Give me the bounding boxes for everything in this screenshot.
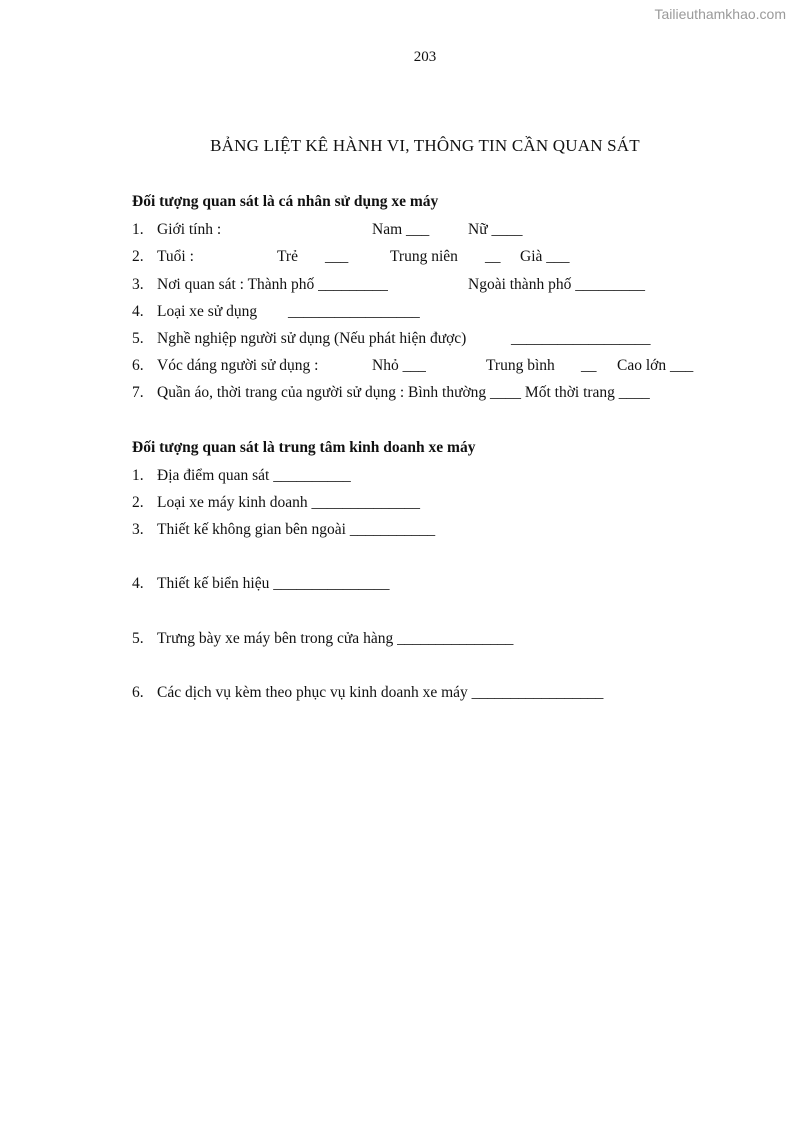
item-label: Nơi quan sát : Thành phố _________ [157, 276, 388, 293]
item-number: 4. [132, 303, 144, 320]
item-blank: _________________ [288, 303, 420, 320]
option-small: Nhỏ ___ [372, 357, 426, 374]
option-old: Già ___ [520, 248, 570, 265]
item-label: Địa điểm quan sát __________ [157, 467, 351, 484]
option-young-blank: ___ [325, 248, 349, 265]
option-outside-city: Ngoài thành phố _________ [468, 276, 645, 293]
option-male: Nam ___ [372, 221, 430, 238]
item-number: 5. [132, 330, 144, 347]
option-large: Cao lớn ___ [617, 357, 694, 374]
item-label: Thiết kế biển hiệu _______________ [157, 575, 390, 592]
option-medium-blank: __ [581, 357, 597, 374]
item-number: 2. [132, 494, 144, 511]
section1-heading: Đối tượng quan sát là cá nhân sử dụng xe máy [132, 193, 439, 210]
item-label: Các dịch vụ kèm theo phục vụ kinh doanh xe máy _________________ [157, 684, 604, 701]
option-female: Nữ ____ [468, 221, 523, 238]
item-number: 5. [132, 630, 144, 647]
option-middle-aged-blank: __ [485, 248, 501, 265]
item-label: Loại xe máy kinh doanh ______________ [157, 494, 421, 511]
option-middle-aged: Trung niên [390, 248, 458, 265]
item-label: Trưng bày xe máy bên trong cửa hàng _______________ [157, 630, 514, 647]
option-young: Trẻ [277, 248, 298, 265]
item-label: Tuổi : [157, 248, 194, 265]
item-number: 4. [132, 575, 144, 592]
item-label: Vóc dáng người sử dụng : [157, 357, 319, 374]
item-number: 3. [132, 521, 144, 538]
item-number: 3. [132, 276, 144, 293]
item-label: Loại xe sử dụng [157, 303, 258, 320]
item-number: 6. [132, 684, 144, 701]
item-number: 1. [132, 467, 144, 484]
page-title: BẢNG LIỆT KÊ HÀNH VI, THÔNG TIN CẦN QUAN SÁT [210, 136, 640, 155]
item-number: 6. [132, 357, 144, 374]
page-number: 203 [413, 49, 437, 65]
item-label: Thiết kế không gian bên ngoài ___________ [157, 521, 436, 538]
item-label: Giới tính : [157, 221, 222, 238]
option-medium: Trung bình [486, 357, 555, 374]
watermark: Tailieuthamkhao.com [654, 6, 786, 22]
item-number: 1. [132, 221, 144, 238]
item-label: Quần áo, thời trang của người sử dụng : Bình thường ____ Mốt thời trang ____ [157, 384, 650, 401]
section2-heading: Đối tượng quan sát là trung tâm kinh doanh xe máy [132, 439, 476, 456]
item-blank: __________________ [511, 330, 651, 347]
item-number: 7. [132, 384, 144, 401]
item-label: Nghề nghiệp người sử dụng (Nếu phát hiện được) [157, 330, 467, 347]
item-number: 2. [132, 248, 144, 265]
